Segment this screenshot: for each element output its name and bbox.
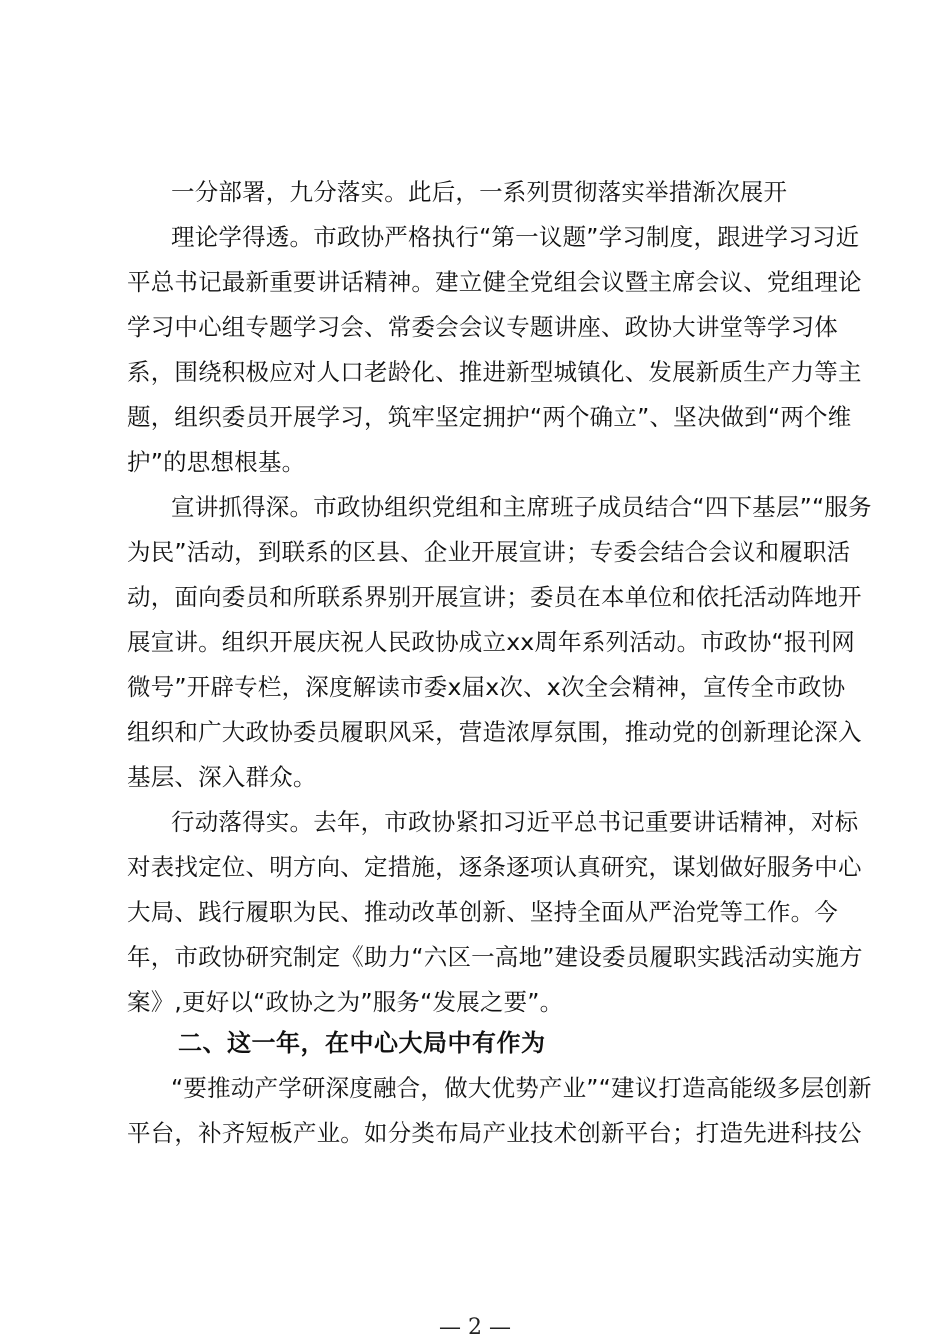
paragraph-line: 展宣讲。组织开展庆祝人民政协成立xx周年系列活动。市政协“报刊网	[127, 628, 855, 656]
paragraph-line: 平总书记最新重要讲话精神。建立健全党组会议暨主席会议、党组理论	[127, 268, 862, 296]
paragraph-line: 理论学得透。市政协严格执行“第一议题”学习制度，跟进学习习近	[171, 223, 860, 251]
paragraph-line: 宣讲抓得深。市政协组织党组和主席班子成员结合“四下基层”“服务	[171, 493, 872, 521]
paragraph-line: 行动落得实。去年，市政协紧扣习近平总书记重要讲话精神，对标	[171, 808, 859, 836]
paragraph-line: 年，市政协研究制定《助力“六区一高地”建设委员履职实践活动实施方	[127, 943, 863, 971]
paragraph-line: 学习中心组专题学习会、常委会会议专题讲座、政协大讲堂等学习体	[127, 313, 838, 341]
paragraph-line: 组织和广大政协委员履职风采，营造浓厚氛围，推动党的创新理论深入	[127, 718, 862, 746]
paragraph-line: 大局、践行履职为民、推动改革创新、坚持全面从严治党等工作。今	[127, 898, 838, 926]
paragraph-line: 对表找定位、明方向、定措施，逐条逐项认真研究，谋划做好服务中心	[127, 853, 862, 881]
intro-line: 一分部署，九分落实。此后，一系列贯彻落实举措渐次展开	[171, 178, 788, 206]
paragraph-line: 案》,更好以“政协之为”服务“发展之要”。	[127, 988, 564, 1016]
paragraph-line: “要推动产学研深度融合，做大优势产业”“建议打造高能级多层创新	[171, 1074, 872, 1102]
section-heading: 二、这一年，在中心大局中有作为	[178, 1028, 546, 1057]
paragraph-line: 系，围绕积极应对人口老龄化、推进新型城镇化、发展新质生产力等主	[127, 358, 862, 386]
paragraph-line: 题，组织委员开展学习，筑牢坚定拥护“两个确立”、坚决做到“两个维	[127, 403, 852, 431]
paragraph-line: 平台，补齐短板产业。如分类布局产业技术创新平台；打造先进科技公	[127, 1119, 862, 1147]
page-number: — 2 —	[439, 1315, 511, 1340]
paragraph-line: 基层、深入群众。	[127, 763, 317, 791]
paragraph-line: 护”的思想根基。	[127, 448, 306, 476]
paragraph-line: 动，面向委员和所联系界别开展宣讲；委员在本单位和依托活动阵地开	[127, 583, 862, 611]
paragraph-line: 为民”活动，到联系的区县、企业开展宣讲；专委会结合会议和履职活	[127, 538, 851, 566]
paragraph-line: 微号”开辟专栏，深度解读市委x届x次、x次全会精神，宣传全市政协	[127, 673, 846, 701]
